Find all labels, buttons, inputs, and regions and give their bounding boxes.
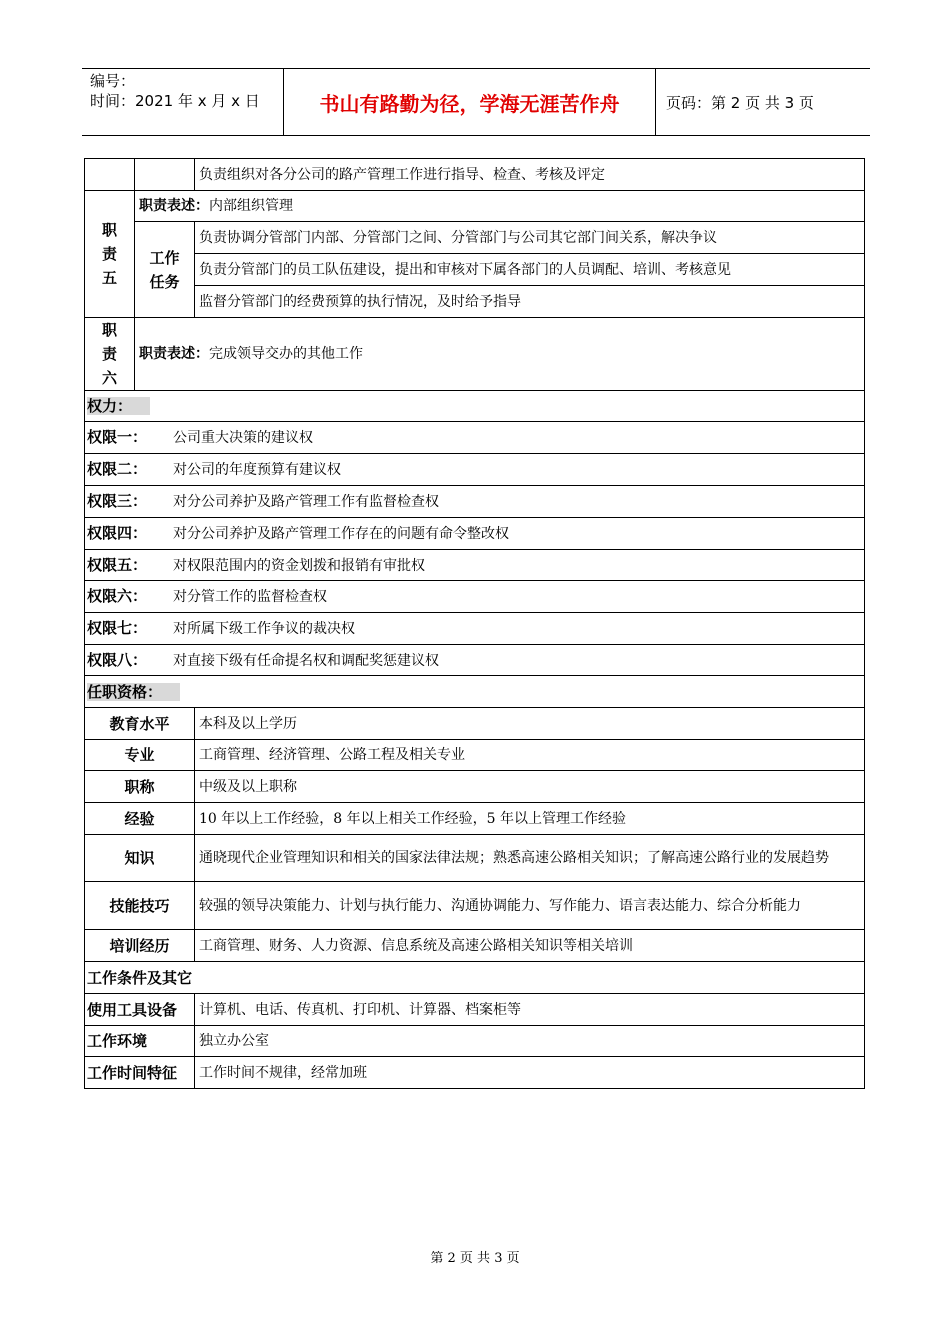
powers-header-row <box>85 391 865 422</box>
statement-label: 职责表述： <box>139 346 209 362</box>
power-label: 权限八： <box>87 650 148 669</box>
qualification-label: 专业 <box>85 740 195 771</box>
qualification-text: 本科及以上学历 <box>195 708 865 740</box>
powers-title: 权力： <box>85 391 865 422</box>
condition-text: 独立办公室 <box>195 1026 865 1057</box>
document-header <box>82 68 870 136</box>
condition-label: 使用工具设备 <box>85 994 195 1026</box>
duty5-task-row <box>85 286 865 318</box>
qualification-label: 技能技巧 <box>85 882 195 930</box>
power-text: 对公司的年度预算有建议权 <box>173 462 341 478</box>
header-meta <box>82 69 284 135</box>
task-text: 负责分管部门的员工队伍建设，提出和审核对下属各部门的人员调配、培训、考核意见 <box>195 254 865 286</box>
qualification-row <box>85 930 865 962</box>
power-text: 对所属下级工作争议的裁决权 <box>173 621 355 637</box>
qualification-text: 较强的领导决策能力、计划与执行能力、沟通协调能力、写作能力、语言表达能力、综合分析能力 <box>195 882 865 930</box>
power-label: 权限六： <box>87 587 148 605</box>
duty5-statement-row <box>85 191 865 222</box>
qualification-row <box>85 803 865 835</box>
power-label: 权限一： <box>87 428 148 446</box>
duty5-statement <box>135 191 865 222</box>
power-text: 对直接下级有任命提名权和调配奖惩建议权 <box>173 652 439 669</box>
power-text: 对分公司养护及路产管理工作有监督检查权 <box>173 494 439 510</box>
qualification-row <box>85 771 865 803</box>
task-text: 负责协调分管部门内部、分管部门之间、分管部门与公司其它部门间关系，解决争议 <box>195 222 865 254</box>
condition-label: 工作环境 <box>85 1026 195 1057</box>
power-row <box>85 422 865 454</box>
power-label: 权限二： <box>87 460 148 478</box>
power-row <box>85 486 865 518</box>
power-row <box>85 581 865 613</box>
duty5-task-row <box>85 222 865 254</box>
doc-time-label: 时间：2021 年 x 月 x 日 <box>90 92 260 110</box>
qualifications-title: 任职资格： <box>85 676 865 708</box>
power-row <box>85 518 865 550</box>
power-label: 权限三： <box>87 492 148 510</box>
qualification-row <box>85 740 865 771</box>
header-motto: 书山有路勤为径，学海无涯苦作舟 <box>284 69 656 135</box>
power-label: 权限四： <box>87 524 148 542</box>
qualification-text: 通晓现代企业管理知识和相关的国家法律法规；熟悉高速公路相关知识；了解高速公路行业的发展趋势 <box>195 835 865 882</box>
power-label: 权限五： <box>87 555 148 574</box>
qualification-text: 工商管理、经济管理、公路工程及相关专业 <box>195 740 865 771</box>
qualification-row <box>85 882 865 930</box>
qualifications-header-row <box>85 676 865 708</box>
tasks-label: 工作 任务 <box>135 222 195 318</box>
qualification-label: 职称 <box>85 771 195 803</box>
qualification-text: 工商管理、财务、人力资源、信息系统及高速公路相关知识等相关培训 <box>195 930 865 962</box>
page-footer: 第 2 页 共 3 页 <box>430 1251 520 1266</box>
power-text: 对分管工作的监督检查权 <box>173 589 327 605</box>
conditions-title: 工作条件及其它 <box>85 962 865 994</box>
empty-cell <box>135 159 195 191</box>
statement-label: 职责表述： <box>139 198 209 214</box>
power-row <box>85 454 865 486</box>
power-text: 公司重大决策的建议权 <box>173 430 313 446</box>
empty-cell <box>85 159 135 191</box>
qualification-row <box>85 835 865 882</box>
duty5-task-row <box>85 254 865 286</box>
condition-label: 工作时间特征 <box>85 1057 195 1089</box>
continued-task-row <box>85 159 865 191</box>
power-row <box>85 645 865 676</box>
condition-row <box>85 1057 865 1089</box>
conditions-header-row <box>85 962 865 994</box>
qualification-label: 知识 <box>85 835 195 882</box>
power-text: 对分公司养护及路产管理工作存在的问题有命令整改权 <box>173 526 509 542</box>
condition-text: 计算机、电话、传真机、打印机、计算器、档案柜等 <box>195 994 865 1026</box>
duty6-statement <box>135 318 865 391</box>
task-text: 负责组织对各分公司的路产管理工作进行指导、检查、考核及评定 <box>195 159 865 191</box>
statement-text: 内部组织管理 <box>209 198 293 214</box>
qualification-label: 教育水平 <box>85 708 195 740</box>
duty6-label: 职 责 六 <box>85 318 135 391</box>
qualification-text: 中级及以上职称 <box>195 771 865 803</box>
condition-row <box>85 1026 865 1057</box>
power-row <box>85 550 865 581</box>
job-description-table <box>84 158 865 1089</box>
doc-number-label: 编号： <box>90 72 136 90</box>
power-label: 权限七： <box>87 619 148 637</box>
statement-text: 完成领导交办的其他工作 <box>209 346 363 362</box>
header-page-info: 页码：第 2 页 共 3 页 <box>666 93 814 112</box>
duty6-row <box>85 318 865 391</box>
task-text: 监督分管部门的经费预算的执行情况，及时给予指导 <box>195 286 865 318</box>
qualification-label: 经验 <box>85 803 195 835</box>
qualification-row <box>85 708 865 740</box>
condition-text: 工作时间不规律，经常加班 <box>195 1057 865 1089</box>
power-row <box>85 613 865 645</box>
condition-row <box>85 994 865 1026</box>
qualification-text: 10 年以上工作经验，8 年以上相关工作经验，5 年以上管理工作经验 <box>195 803 865 835</box>
qualification-label: 培训经历 <box>85 930 195 962</box>
power-text: 对权限范围内的资金划拨和报销有审批权 <box>173 557 425 574</box>
duty5-label: 职 责 五 <box>85 191 135 318</box>
